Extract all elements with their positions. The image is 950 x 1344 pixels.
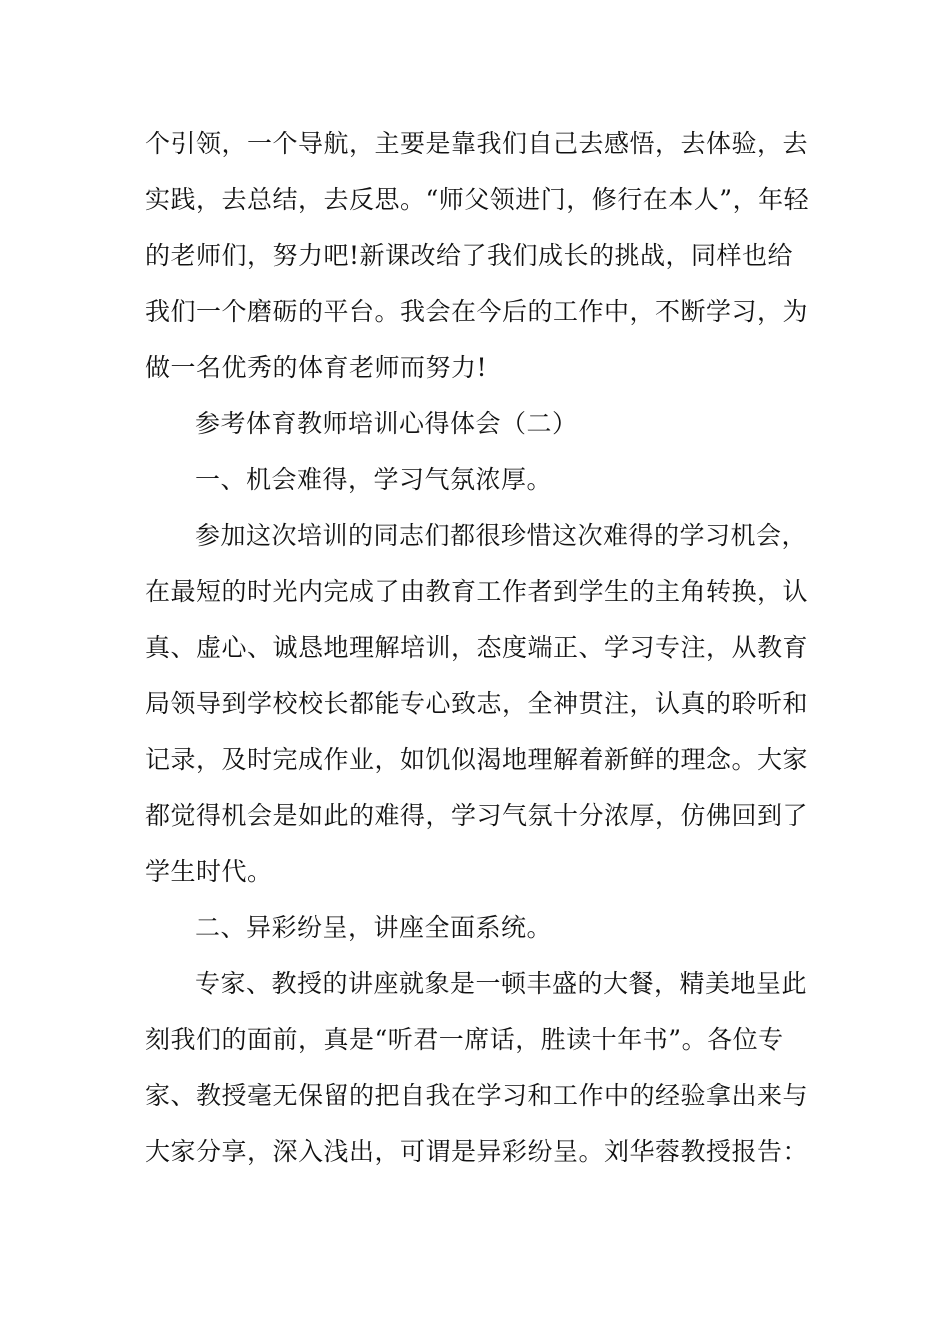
body-text-line: 参加这次培训的同志们都很珍惜这次难得的学习机会，	[195, 521, 808, 550]
section-heading: 一、机会难得，学习气氛浓厚。	[195, 465, 553, 494]
body-text-line: 做一名优秀的体育老师而努力!	[145, 353, 488, 382]
body-text-line: 都觉得机会是如此的难得，学习气氛十分浓厚，仿佛回到了	[145, 801, 809, 830]
body-text-line: 实践，去总结，去反思。“师父领进门，修行在本人”，年轻	[145, 185, 810, 214]
body-text-line: 在最短的时光内完成了由教育工作者到学生的主角转换，认	[145, 577, 809, 606]
body-text-line: 记录，及时完成作业，如饥似渴地理解着新鲜的理念。大家	[145, 745, 809, 774]
body-text-line: 刻我们的面前，真是“听君一席话，胜读十年书”。各位专	[145, 1025, 784, 1054]
body-text-line: 个引领，一个导航，主要是靠我们自己去感悟，去体验，去	[145, 129, 809, 158]
body-text-line: 专家、教授的讲座就象是一顿丰盛的大餐，精美地呈此	[195, 969, 808, 998]
body-text-line: 的老师们，努力吧!新课改给了我们成长的挑战，同样也给	[145, 241, 794, 270]
body-text-line: 大家分享，深入浅出，可谓是异彩纷呈。刘华蓉教授报告：	[145, 1137, 809, 1166]
section-heading: 二、异彩纷呈，讲座全面系统。	[195, 913, 553, 942]
body-text-line: 真、虚心、诚恳地理解培训，态度端正、学习专注，从教育	[145, 633, 809, 662]
body-text-line: 局领导到学校校长都能专心致志，全神贯注，认真的聆听和	[145, 689, 809, 718]
body-text-line: 我们一个磨砺的平台。我会在今后的工作中，不断学习，为	[145, 297, 809, 326]
section-title: 参考体育教师培训心得体会（二）	[195, 409, 578, 438]
body-text-line: 家、教授毫无保留的把自我在学习和工作中的经验拿出来与	[145, 1081, 809, 1110]
body-text-line: 学生时代。	[145, 857, 273, 886]
